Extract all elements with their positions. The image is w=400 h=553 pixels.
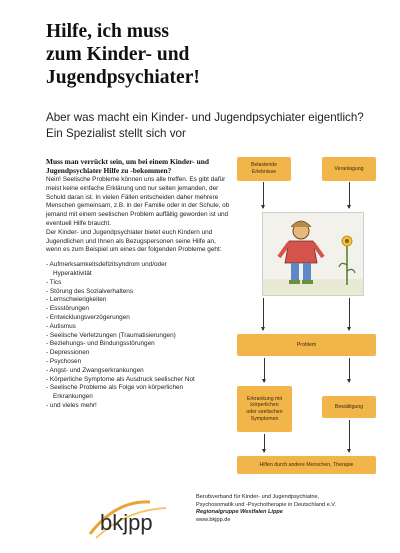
main-text (46, 157, 232, 411)
problem-text: - Psychosen (46, 357, 82, 365)
problem-text: - Tics (46, 278, 62, 286)
flow-box-line: körperlichen (250, 402, 279, 409)
logo-text: bkjpp (100, 510, 153, 535)
section-heading: Muss man verrückt sein, um bei einem Kinder- und Jugendpsychiater Hilfe zu -bekommen? (46, 157, 209, 175)
problem-text: - Essstörungen (46, 305, 89, 313)
child-drawing-image (262, 212, 364, 296)
website-link[interactable]: www.bkjpp.de (196, 516, 231, 523)
problem-list-item (46, 349, 232, 358)
problem-list-item (46, 305, 232, 314)
regional-group: Regionalgruppe Westfalen Lippe (196, 509, 283, 516)
bkjpp-logo (86, 494, 186, 540)
problem-text: - Beziehungs- und Bindungsstörungen (46, 340, 155, 348)
problem-list-item (46, 261, 232, 279)
flow-box-line: Belastende (251, 162, 277, 169)
problem-list-item (46, 384, 232, 402)
flow-box-events (237, 157, 291, 181)
title-line: Jugendpsychiater! (46, 67, 200, 88)
paragraph: Nein! Seelische Probleme können uns alle treffen. Es gibt dafür meist keine einfache Erklärung und nur selten jemanden, der Schuld daran ist. In vielen Fällen entscheiden daher mehrere Menschen gemeinsam, z.B. in der Familie oder in der Schule, ob jemand mit einem seelischen Problem auffällig geworden ist und eventuell Hilfe braucht. (46, 176, 230, 227)
flow-box-coping: Bewältigung (322, 396, 376, 418)
problem-list-item (46, 296, 232, 305)
problem-text: - Körperliche Symptome als Ausdruck seelischer Not (46, 375, 195, 383)
problem-list-item (46, 332, 232, 341)
paragraph: Der Kinder- und Jugendpsychiater bietet euch Kindern und Jugendlichen und Ihnen als Bezugspersonen seine Hilfe an, wenn es zum Beispiel um eines der folgenden Probleme geht: (46, 228, 222, 254)
flow-arrow (349, 182, 350, 208)
problem-list-item (46, 402, 232, 411)
title-line: zum Kinder- und (46, 44, 190, 65)
problem-text: - und vieles mehr! (46, 401, 97, 409)
problem-list (46, 261, 232, 411)
flow-arrow (263, 298, 264, 330)
footer-organization (196, 494, 396, 524)
problem-list-item (46, 376, 232, 385)
flow-box-illness (237, 386, 292, 432)
flow-box-line: Erlebnisse (251, 169, 277, 175)
flow-box-problem: Problem (237, 334, 376, 356)
problem-text: - Entwicklungsverzögerungen (46, 313, 130, 321)
problem-list-item (46, 288, 232, 297)
problem-text: Erkrankungen (53, 393, 93, 401)
flow-arrow (264, 434, 265, 452)
flow-box-line: Symptomen (250, 415, 279, 422)
bkjpp-logo-icon (86, 494, 186, 540)
problem-text: - Störung des Sozialverhaltens (46, 287, 134, 295)
problem-text: - Autismus (46, 322, 76, 330)
flow-box-line: Erkrankung mit (247, 395, 282, 402)
flow-arrow (349, 298, 350, 330)
flow-arrow (263, 182, 264, 208)
problem-text: - Angst- und Zwangserkrankungen (46, 366, 144, 374)
flow-arrow (264, 358, 265, 382)
problem-text: - Depressionen (46, 349, 90, 357)
flow-arrow (349, 358, 350, 382)
flow-box-line: oder seelischen (246, 409, 283, 415)
problem-list-item (46, 358, 232, 367)
problem-text: - Lernschwierigkeiten (46, 296, 107, 304)
subtitle-line: Aber was macht ein Kinder- und Jugendpsychiater eigentlich? (46, 111, 364, 124)
problem-list-item (46, 279, 232, 288)
problem-text: - Seelische Probleme als Folge von körperlichen (46, 384, 184, 392)
problem-text: - Seelische Verletzungen (Traumatisierungen) (46, 331, 176, 339)
subtitle-line: Ein Spezialist stellt sich vor (46, 127, 186, 140)
subtitle (46, 110, 386, 142)
page-title (46, 20, 366, 89)
flow-arrow (349, 420, 350, 452)
flow-box-help: Hilfen durch andere Menschen, Therapie (237, 456, 376, 474)
org-line: Berufsverband für Kinder- und Jugendpsychiatrie, (196, 494, 320, 500)
problem-list-item (46, 340, 232, 349)
problem-text: Hyperaktivität (53, 269, 92, 277)
flow-box-predisposition: Veranlagung (322, 157, 376, 181)
child-drawing-icon (263, 213, 363, 295)
problem-text: - Aufmerksamkeitsdefizitsyndrom und/oder (46, 261, 167, 269)
problem-list-item (46, 323, 232, 332)
problem-list-item (46, 367, 232, 376)
org-line: Psychosomatik und -Psychotherapie in Deutschland e.V. (196, 501, 337, 508)
title-line: Hilfe, ich muss (46, 21, 169, 42)
problem-list-item (46, 314, 232, 323)
